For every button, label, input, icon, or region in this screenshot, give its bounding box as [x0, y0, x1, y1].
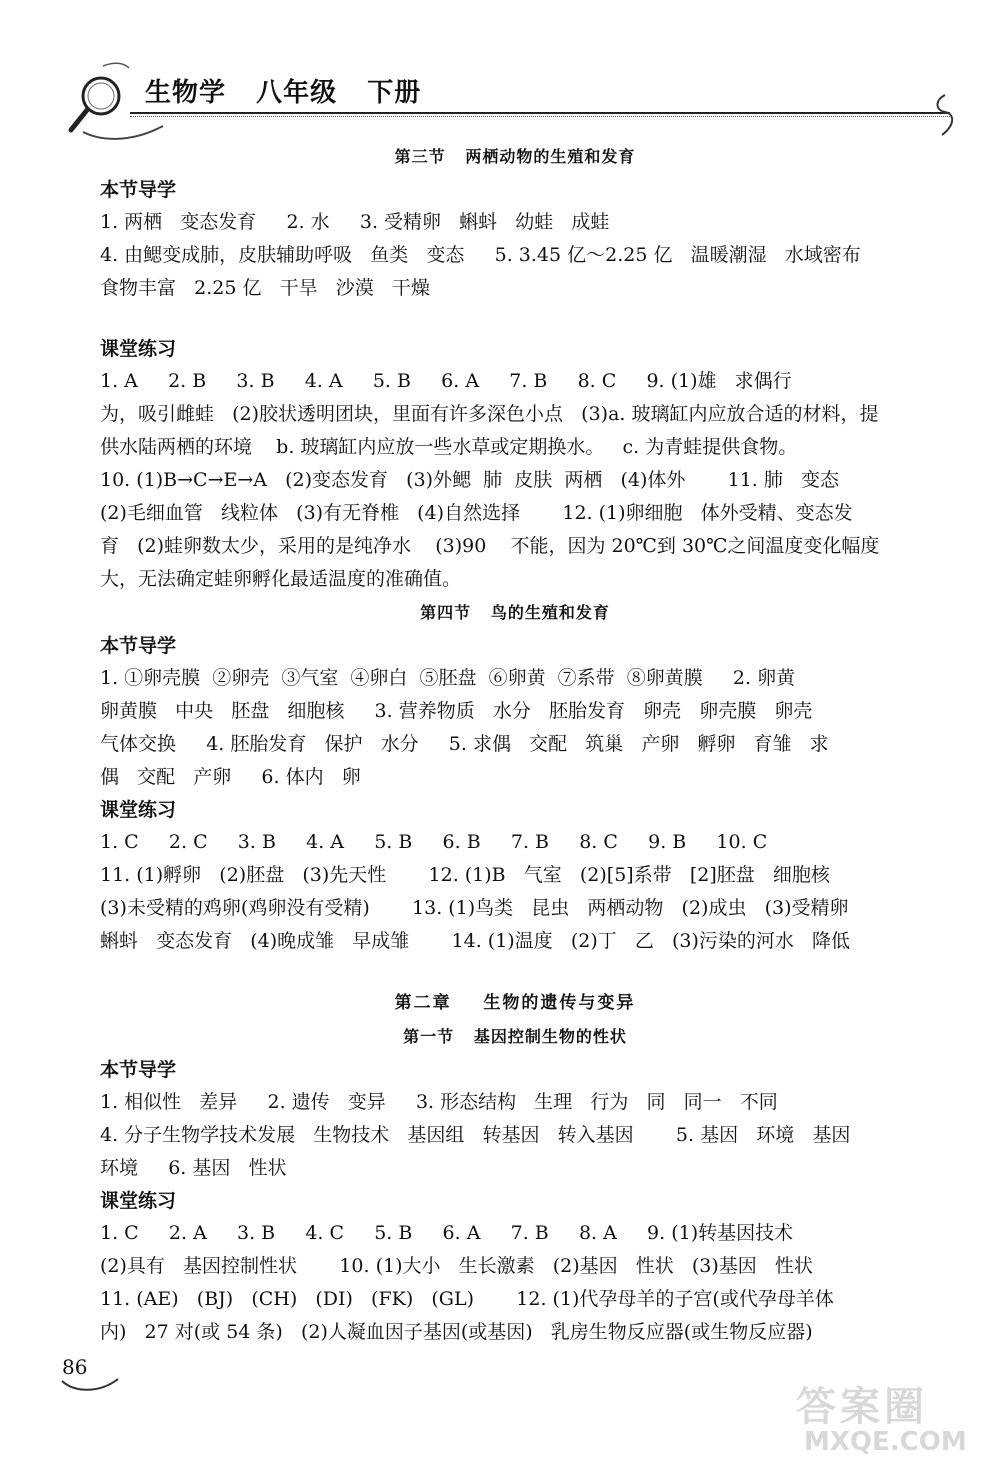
sub-head-guide: 本节导学 — [100, 179, 177, 201]
answer-line: 11. (1)孵卵 (2)胚盘 (3)先天性 12. (1)B 气室 (2)[5]系带 [2]胚盘 细胞核 — [100, 864, 830, 886]
section-title: 第四节 鸟的生殖和发育 — [420, 603, 610, 622]
header-rule — [130, 112, 950, 114]
answer-line: 气体交换 4. 胚胎发育 保护 水分 5. 求偶 交配 筑巢 产卵 孵卵 育雏 求 — [100, 733, 829, 755]
watermark — [790, 1375, 990, 1463]
answer-line: 偶 交配 产卵 6. 体内 卵 — [100, 766, 361, 788]
answer-line: 食物丰富 2.25 亿 干旱 沙漠 干燥 — [100, 277, 430, 299]
answer-line: 内) 27 对(或 54 条) (2)人凝血因子基因(或基因) 乳房生物反应器(或生物反应器) — [100, 1321, 813, 1343]
sub-head-practice: 课堂练习 — [100, 799, 177, 821]
answer-line: 大，无法确定蛙卵孵化最适温度的准确值。 — [100, 568, 462, 590]
answer-line: (2)具有 基因控制性状 10. (1)大小 生长激素 (2)基因 性状 (3)基因 性状 — [100, 1255, 813, 1277]
watermark-text: 答案圈 — [796, 1384, 928, 1430]
chapter-title: 第二章 生物的遗传与变异 — [394, 993, 636, 1013]
answer-line: 环境 6. 基因 性状 — [100, 1157, 287, 1179]
answer-line: 育 (2)蛙卵数太少，采用的是纯净水 (3)90 不能，因为 20℃到 30℃之间温度变化幅度 — [100, 535, 880, 557]
answer-line: 4. 分子生物学技术发展 生物技术 基因组 转基因 转入基因 5. 基因 环境 基因 — [100, 1124, 851, 1146]
answer-line: 1. 两栖 变态发育 2. 水 3. 受精卵 蝌蚪 幼蛙 成蛙 — [100, 211, 610, 233]
answer-line: 供水陆两栖的环境 b. 玻璃缸内应放一些水草或定期换水。 c. 为青蛙提供食物。 — [100, 436, 798, 458]
answer-line: (2)毛细血管 线粒体 (3)有无脊椎 (4)自然选择 12. (1)卵细胞 体外受精、变态发 — [100, 502, 853, 524]
page-number-swirl-icon — [60, 1375, 120, 1395]
book-title: 生物学 八年级 下册 — [145, 78, 422, 108]
section-title: 第三节 两栖动物的生殖和发育 — [394, 147, 636, 166]
answer-line: (3)未受精的鸡卵(鸡卵没有受精) 13. (1)鸟类 昆虫 两栖动物 (2)成虫 (3)受精卵 — [100, 897, 849, 919]
answer-line: 为，吸引雌蛙 (2)胶状透明团块，里面有许多深色小点 (3)a. 玻璃缸内应放合适的材料，提 — [100, 403, 879, 425]
answer-line: 4. 由鳃变成肺，皮肤辅助呼吸 鱼类 变态 5. 3.45 亿～2.25 亿 温暖潮湿 水域密布 — [100, 244, 861, 266]
answer-line: 蝌蚪 变态发育 (4)晚成雏 早成雏 14. (1)温度 (2)丁 乙 (3)污染的河水 降低 — [100, 930, 851, 952]
header-rule-dotted — [130, 116, 950, 117]
section-title: 第一节 基因控制生物的性状 — [403, 1027, 627, 1046]
answer-line: 1. ①卵壳膜 ②卵壳 ③气室 ④卵白 ⑤胚盘 ⑥卵黄 ⑦系带 ⑧卵黄膜 2. 卵黄 — [100, 667, 796, 689]
answer-line: 11. (AE) (BJ) (CH) (DI) (FK) (GL) 12. (1)代孕母羊的子宫(或代孕母羊体 — [100, 1288, 834, 1310]
section-4 — [100, 596, 930, 958]
sub-head-guide: 本节导学 — [100, 1059, 177, 1081]
sub-head-practice: 课堂练习 — [100, 1190, 177, 1212]
chapter-2-section-1 — [100, 986, 930, 1349]
sub-head-guide: 本节导学 — [100, 635, 177, 657]
answer-line: 卵黄膜 中央 胚盘 细胞核 3. 营养物质 水分 胚胎发育 卵壳 卵壳膜 卵壳 — [100, 700, 813, 722]
section-3 — [100, 140, 930, 596]
answer-line: 1. C 2. A 3. B 4. C 5. B 6. A 7. B 8. A 9. (1)转基因技术 — [100, 1222, 794, 1244]
curl-ornament-icon — [930, 90, 960, 140]
page-number: 86 — [62, 1355, 88, 1379]
answer-line: 1. C 2. C 3. B 4. A 5. B 6. B 7. B 8. C 9. B 10. C — [100, 831, 768, 853]
answer-line: 1. A 2. B 3. B 4. A 5. B 6. A 7. B 8. C 9. (1)雄 求偶行 — [100, 370, 792, 392]
answer-line: 10. (1)B→C→E→A (2)变态发育 (3)外鳃 肺 皮肤 两栖 (4)体外 11. 肺 变态 — [100, 469, 840, 491]
answer-line: 1. 相似性 差异 2. 遗传 变异 3. 形态结构 生理 行为 同 同一 不同 — [100, 1091, 778, 1113]
sub-head-practice: 课堂练习 — [100, 338, 177, 360]
answer-content — [100, 140, 930, 1349]
watermark-url: MXQE.COM — [804, 1427, 967, 1457]
